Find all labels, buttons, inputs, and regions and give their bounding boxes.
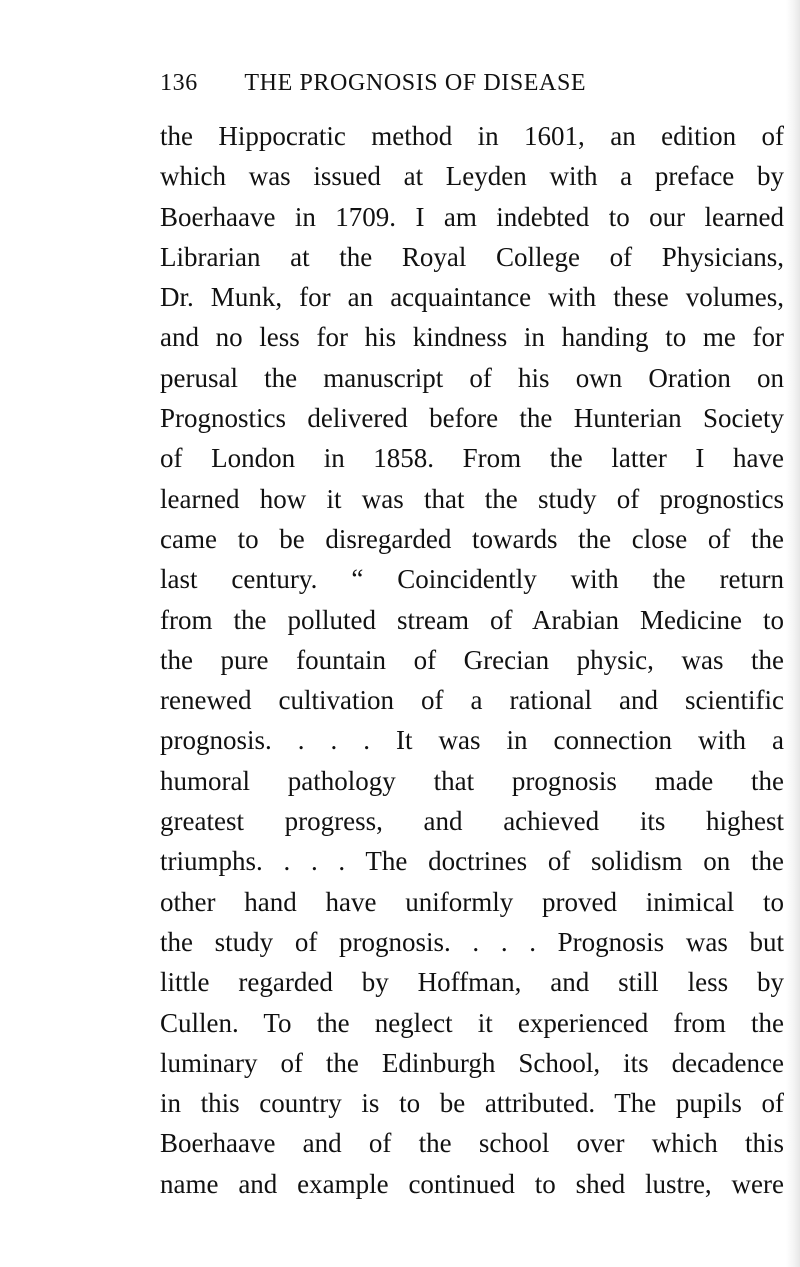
running-head-title: THE PROGNOSIS OF DISEASE [244, 70, 587, 96]
running-head [160, 66, 586, 100]
text-line: Prognostics delivered before the Hunterian Society [160, 403, 784, 434]
text-line: from the polluted stream of Arabian Medicine to [160, 604, 784, 635]
text-line: and no less for his kindness in handing to me for [160, 322, 784, 353]
text-line: luminary of the Edinburgh School, its decadence [160, 1047, 784, 1078]
text-line: Cullen. To the neglect it experienced from the [160, 1007, 784, 1038]
text-line: Boerhaave and of the school over which this [160, 1128, 784, 1159]
text-line: prognosis. . . . It was in connection with a [160, 725, 784, 756]
text-line: other hand have uniformly proved inimical to [160, 886, 784, 917]
text-line: perusal the manuscript of his own Oration on [160, 362, 784, 393]
text-line: Boerhaave in 1709. I am indebted to our learned [160, 201, 784, 232]
text-line: last century. “ Coincidently with the return [160, 564, 784, 595]
text-line: in this country is to be attributed. The pupils of [160, 1088, 784, 1119]
text-line: came to be disregarded towards the close of the [160, 523, 784, 554]
text-line: humoral pathology that prognosis made the [160, 765, 784, 796]
text-line: greatest progress, and achieved its highest [160, 806, 784, 837]
page-number: 136 [160, 70, 198, 96]
text-line: Librarian at the Royal College of Physicians, [160, 241, 784, 272]
text-line: name and example continued to shed lustre, were [160, 1168, 784, 1199]
text-line: the pure fountain of Grecian physic, was the [160, 644, 784, 675]
text-line: Dr. Munk, for an acquaintance with these volumes, [160, 282, 784, 313]
text-line: the study of prognosis. . . . Prognosis was but [160, 926, 784, 957]
text-line: triumphs. . . . The doctrines of solidism on the [160, 846, 784, 877]
text-line: which was issued at Leyden with a preface by [160, 161, 784, 192]
text-line: the Hippocratic method in 1601, an edition of [160, 121, 784, 151]
page-edge-shadow [786, 0, 800, 1267]
body-text [160, 116, 784, 1204]
text-line: renewed cultivation of a rational and scientific [160, 685, 784, 716]
text-line: of London in 1858. From the latter I have [160, 443, 784, 474]
text-line: little regarded by Hoffman, and still less by [160, 967, 784, 998]
text-line: learned how it was that the study of prognostics [160, 483, 784, 514]
